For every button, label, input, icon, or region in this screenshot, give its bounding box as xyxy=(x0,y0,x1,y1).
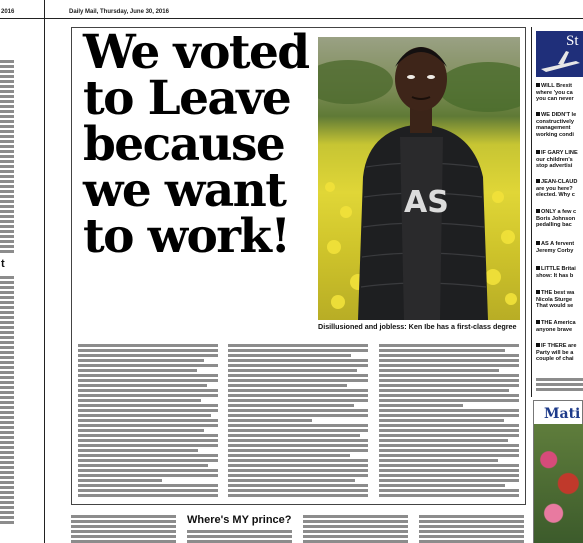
bullet-item: WILL Brexit where 'you ca you can never xyxy=(536,83,574,103)
left-page-stray-letter: t xyxy=(1,258,5,270)
next-article-column-1 xyxy=(71,515,176,543)
bullet-item: JEAN-CLAUD are you here? elected. Why c xyxy=(536,179,578,199)
feature-title: Mati xyxy=(544,406,581,422)
photo-illustration xyxy=(318,37,520,320)
photo-caption: Disillusioned and jobless: Ken Ibe has a first-class degree xyxy=(318,322,517,331)
bullet-item: WE DIDN'T le constructively management working condi xyxy=(536,112,577,138)
bullet-item: ONLY a few c Boris Johnson pedalling bac xyxy=(536,209,577,229)
left-page-text-column xyxy=(0,60,14,255)
man-in-rapeseed-field-photo xyxy=(318,37,520,320)
right-column-rule xyxy=(531,27,532,397)
left-page-text-column-lower xyxy=(0,276,14,526)
bullet-item: IF THERE are Party will be a couple of chai xyxy=(536,343,577,363)
bullet-item: THE America anyone brave xyxy=(536,320,576,333)
ad-text: St xyxy=(566,33,579,49)
headline-line: to work! xyxy=(83,209,290,264)
next-article-column-4 xyxy=(419,515,524,543)
svg-text:AS: AS xyxy=(404,185,449,220)
body-column-3 xyxy=(379,344,519,499)
bullet-item: IF GARY LINE our children's stop advertisi xyxy=(536,150,578,170)
gutter-rule xyxy=(44,0,45,543)
headline-line: we want xyxy=(83,163,286,218)
header-rule xyxy=(0,18,583,19)
right-column-text-lower xyxy=(536,378,583,393)
headline-line: We voted xyxy=(83,25,309,80)
next-article-subhead: Where's MY prince? xyxy=(187,514,292,526)
flowers-photo xyxy=(534,424,583,543)
body-column-2 xyxy=(228,344,368,499)
bullet-item: LITTLE Britai show: It has b xyxy=(536,266,576,279)
headline xyxy=(83,25,315,264)
headline-line: to Leave xyxy=(83,71,291,126)
left-page-date: 2016 xyxy=(1,9,15,15)
next-article-column-2 xyxy=(187,530,292,543)
headline-line: because xyxy=(83,117,285,172)
dateline: Daily Mail, Thursday, June 30, 2016 xyxy=(69,9,169,15)
bullet-item: THE best wa Nicola Sturge That would se xyxy=(536,290,575,310)
body-column-1 xyxy=(78,344,218,499)
bullet-item: AS A fervent Jeremy Corby xyxy=(536,241,575,254)
next-article-column-3 xyxy=(303,515,408,543)
